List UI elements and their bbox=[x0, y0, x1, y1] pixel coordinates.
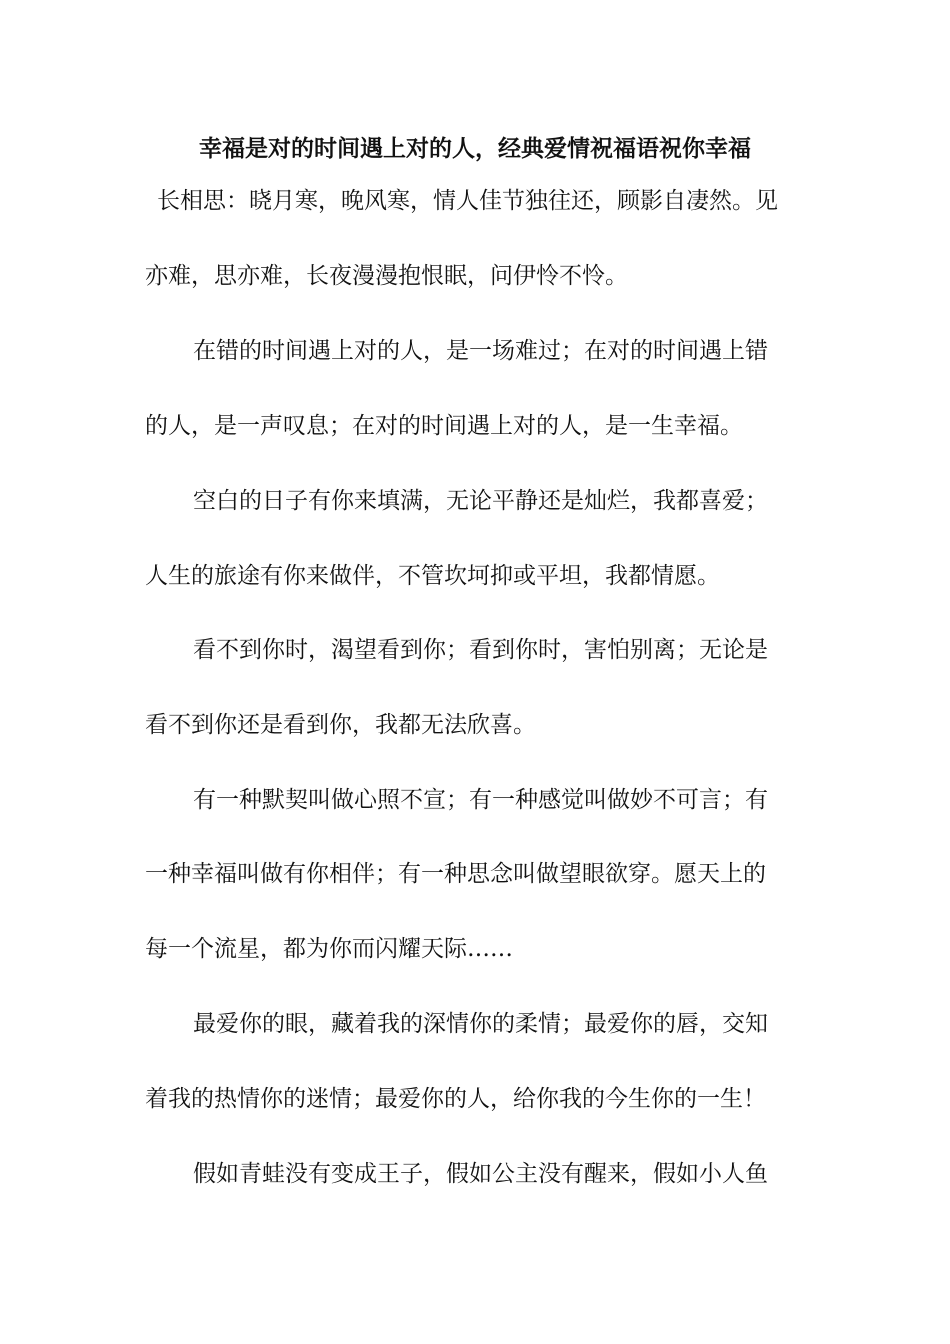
text-line: 看不到你还是看到你，我都无法欣喜。 bbox=[145, 712, 536, 738]
text-line: 的人，是一声叹息；在对的时间遇上对的人，是一生幸福。 bbox=[145, 413, 743, 439]
text-line: 有一种默契叫做心照不宣；有一种感觉叫做妙不可言；有 bbox=[193, 787, 768, 813]
text-line: 在错的时间遇上对的人，是一场难过；在对的时间遇上错 bbox=[193, 338, 768, 364]
text-line: 亦难，思亦难，长夜漫漫抱恨眠，问伊怜不怜。 bbox=[145, 263, 628, 289]
text-line: 每一个流星，都为你而闪耀天际…… bbox=[145, 936, 513, 962]
text-line: 看不到你时，渴望看到你；看到你时，害怕别离；无论是 bbox=[193, 637, 768, 663]
text-line: 一种幸福叫做有你相伴；有一种思念叫做望眼欲穿。愿天上的 bbox=[145, 861, 766, 887]
text-line: 最爱你的眼，藏着我的深情你的柔情；最爱你的唇，交知 bbox=[193, 1011, 768, 1037]
document-title: 幸福是对的时间遇上对的人，经典爱情祝福语祝你幸福 bbox=[199, 135, 751, 162]
text-line: 着我的热情你的迷情；最爱你的人，给你我的今生你的一生！ bbox=[145, 1086, 766, 1112]
text-line: 空白的日子有你来填满，无论平静还是灿烂，我都喜爱； bbox=[193, 488, 768, 514]
text-line: 假如青蛙没有变成王子，假如公主没有醒来，假如小人鱼 bbox=[193, 1161, 768, 1187]
text-line: 长相思：晓月寒，晚风寒，情人佳节独往还，顾影自凄然。见 bbox=[157, 188, 778, 214]
text-line: 人生的旅途有你来做伴，不管坎坷抑或平坦，我都情愿。 bbox=[145, 563, 720, 589]
